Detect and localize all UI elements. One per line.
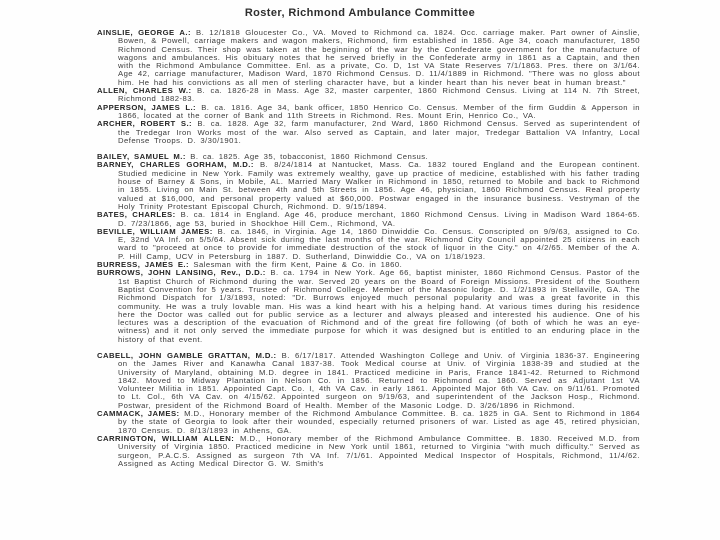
entry-text: B. ca. 1828. Age 32, farm manufacturer, 2nd Ward, 1860 Richmond Census. Served as superintendent of the Tredegar Iron Works most of the war. Also served as Captain, and later major, Tredegar Battalion VA Infantry, Local Defense Troops. D. 3/30/1901. — [118, 119, 641, 145]
roster-entry-barney — [97, 161, 640, 211]
entry-text: B. ca. 1825. Age 35, tobacconist, 1860 Richmond Census. — [190, 152, 429, 162]
roster-entry-allen — [97, 87, 640, 104]
roster-entry-cammack — [97, 410, 640, 435]
entry-text: M.D., Honorary member of the Richmond Ambulance Committee. B. ca. 1825 in GA. Sent to Richmond in 1864 by the state of Georgia to look after their wounded, especially returned prisoners of war. Listed as age 45, retired physician, 1870 Census. D. 8/13/1893 in Athens, GA. — [118, 409, 640, 435]
entry-name: APPERSON, JAMES L.: — [97, 102, 197, 112]
page-title: Roster, Richmond Ambulance Committee — [244, 7, 476, 19]
entry-text: Salesman with the firm Kent, Paine & Co. in 1860. — [193, 260, 403, 270]
entry-text: B. ca. 1794 in New York. Age 66, baptist minister, 1860 Richmond Census. Pastor of the 1st Baptist Church of Richmond during the war. Served 20 years on the Board of Foreign Missions. President of the Southern Baptist Convention for 5 years. Trustee of Richmond College. Member of the Masonic lodge. D. 1/2/1893 in Stellaville, GA. The Richmond Dispatch for 1/3/1893, noted: "Dr. Burrows enjoyed much personal popularity and was a great favorite in this community. He was a truly lovable man. His was a kind heart with his a helping hand. At various times during his residence here the Doctor was called out for public service as a lecturer and always pleased and interested his audience. One of his lectures was a description of the evacuation of Richmond and of the great fire following (of both of which he was an eye-witness) and it not only served the immediate purpose for which it was designed but is entitled to an enduring place in the history of that event. — [118, 268, 641, 344]
entry-text: B. ca. 1846, in Virginia. Age 14, 1860 Dinwiddie Co. Census. Conscripted on 9/9/63, assigned to Co. E, 32nd VA Inf. on 5/5/64. Absent sick during the last months of the war. Richmond City Council appointed 25 citizens in each ward to "proceed at once to provide for immediate destruction of the stock of liquor in the City." on 4/2/65. Member of the A. P. Hill Camp, UCV in Petersburg in 1887. D. Sutherland, Dinwiddie Co., VA on 1/18/1923. — [118, 226, 640, 261]
roster-body — [97, 29, 640, 468]
entry-text: B. ca. 1826-28 in Mass. Age 32, master carpenter, 1860 Richmond Census. Living at 114 N. 7th Street, Richmond 1882-83. — [118, 86, 641, 104]
entry-name: BEVILLE, WILLIAM JAMES: — [97, 226, 213, 236]
entry-name: AINSLIE, GEORGE A.: — [97, 28, 191, 37]
entry-name: ARCHER, ROBERT S.: — [97, 119, 193, 129]
entry-name: CABELL, JOHN GAMBLE GRATTAN, M.D.: — [97, 350, 277, 360]
entry-name: BAILEY, SAMUEL M.: — [97, 152, 186, 162]
roster-entry-carrington — [97, 435, 640, 468]
entry-text: B. 8/24/1814 at Nantucket, Mass. Ca. 1832 toured England and the European continent. Studied medicine in New York. Family was extremely wealthy, gave up practice of medicine, established with his father trading house of Barney & Sons, in Mobile, AL. Married Mary Walker in Richmond in 1850, returned to Mobile and back to Richmond in 1855. Living on Main St. between 4th and 5th Streets in 1856. Age 46, physician, 1860 Richmond Census. Real property valued at $16,000, and personal property valued at $60,000. Postwar engaged in the insurance business. Vestryman of the Holy Trinity Protestant Episcopal Church, Richmond. D. 9/15/1894. — [118, 160, 641, 211]
entry-text: B. ca. 1816. Age 34, bank officer, 1850 Henrico Co. Census. Member of the firm Guddin & Apperson in 1866, located at the corner of Bank and 11th Streets in Richmond. Res. Mount Erin, Henrico Co., VA. — [118, 102, 640, 120]
roster-entry-burrows — [97, 269, 640, 344]
entry-name: CAMMACK, JAMES: — [97, 409, 180, 419]
roster-entry-beville — [97, 228, 640, 261]
entry-name: BATES, CHARLES: — [97, 210, 176, 220]
roster-entry-ainslie — [97, 29, 640, 87]
entry-name: CARRINGTON, WILLIAM ALLEN: — [97, 433, 235, 443]
roster-entry-apperson — [97, 104, 640, 121]
entry-name: BURROWS, JOHN LANSING, Rev., D.D.: — [97, 268, 266, 278]
entry-text: B. ca. 1814 in England. Age 46, produce merchant, 1860 Richmond Census. Living in Madison Ward 1864-65. D. 7/23/1866, age 53, buried in Shockhoe Hill Cem., Richmond, VA. — [118, 210, 640, 228]
entry-name: BURRESS, JAMES E.: — [97, 260, 190, 270]
roster-entry-archer — [97, 120, 640, 145]
entry-text: B. 6/17/1817. Attended Washington College and Univ. of Virginia 1836-37. Engineering on the James River and Kanawha Canal 1837-38. Took Medical course at Univ. of Virginia 1838-39 and studied at the University of Maryland, obtaining M.D. degree in 1841. Practiced medicine in Paris, France 1841-42. Returned to Richmond 1842. Moved to Midway Plantation in Nelson Co. in 1856. Returned to Richmond ca. 1860. Served as Adjutant 1st VA Volunteer Militia in 1851. Appointed Capt. Co. I, 4th VA Cav. in early 1861. Appointed Major 6th VA Cav. on 9/11/61. Promoted to Lt. Col., 6th VA Cav. on 4/15/62. Appointed surgeon on 9/19/63, and superintendent of the Jackson Hosp., Richmond. Postwar, president of the Richmond Board of Health. Member of the Masonic Lodge. D. 3/26/1896 in Richmond. — [118, 350, 640, 410]
entry-name: BARNEY, CHARLES GORHAM, M.D.: — [97, 160, 254, 170]
entry-name: ALLEN, CHARLES W.: — [97, 86, 192, 96]
roster-entry-bates — [97, 211, 640, 228]
roster-entry-cabell — [97, 352, 640, 410]
entry-text: M.D., Honorary member of the Richmond Ambulance Committee. B. 1830. Received M.D. from University of Virginia 1850. Practiced medicine in New York until 1861, returned to Virginia "with much difficulty." Served as surgeon, P.A.C.S. Assigned as surgeon 7th VA Inf. 7/1/61. Appointed Medical Inspector of Hospitals, Richmond, 11/4/62. Assigned as Acting Medical Director G. W. Smith's — [118, 433, 640, 468]
entry-text: B. 12/1818 Gloucester Co., VA. Moved to Richmond ca. 1824. Occ. carriage maker. Part owner of Ainslie, Bowen, & Powell, carriage makers and wagon makers, Richmond, firm established in 1856. Age 34, coach manufacturer, 1850 Richmond Census. Their shop was taken at the beginning of the war by the Confederate government for the manufacture of wagons and ambulances. His obituary notes that he served briefly in the Confederate army in 1861 as a Captain, and then with the Richmond Ambulance Committee. Enl. as a private, Co. D, 1st VA State Reserves 7/1/1863. Pres. there on 3/1/64. Age 42, carriage manufacturer, Madison Ward, 1870 Richmond Census. D. 11/4/1889 in Richmond. "There was no gloss about him. He had his convictions as all men of sterling character have, but a kinder heart than his never beat in human breast." — [118, 28, 641, 87]
